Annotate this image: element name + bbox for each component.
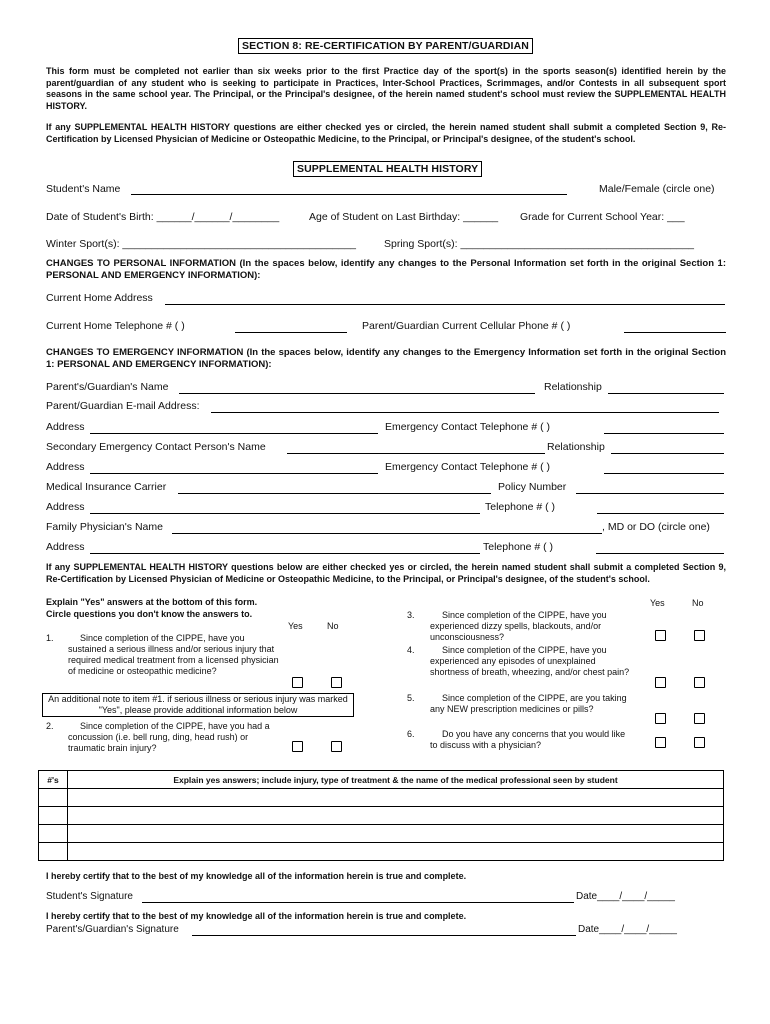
student-signature-label: Student's Signature [46,891,133,902]
table-row[interactable] [39,789,724,807]
question-5-number: 5. [407,693,415,703]
question-1-text: Since completion of the CIPPE, have you sustained a serious illness and/or serious injury that required medical treatment from a licensed physician of medicine or osteopathic medicine? [68,633,279,676]
yes-header-right: Yes [650,598,665,608]
question-1-yes-checkbox[interactable] [292,677,303,688]
question-1-no-checkbox[interactable] [331,677,342,688]
winter-sports-field[interactable]: Winter Sport(s): ________________________________________ [46,238,357,250]
explanation-table [38,770,724,861]
question-4-yes-checkbox[interactable] [655,677,666,688]
relationship-field-2[interactable] [611,443,724,454]
question-6-number: 6. [407,729,415,739]
table-cell-num[interactable] [39,843,68,861]
secondary-contact-field[interactable] [287,443,545,454]
spring-sports-field[interactable]: Spring Sport(s): ________________________________________ [384,238,695,250]
student-signature-field[interactable] [142,892,574,903]
address-label-4: Address [46,541,85,553]
telephone-label: Telephone # ( ) [485,501,556,513]
emergency-phone-field-2[interactable] [604,463,724,474]
address-label-3: Address [46,501,85,513]
question-5-yes-checkbox[interactable] [655,713,666,724]
telephone-field[interactable] [597,503,724,514]
additional-note: An additional note to item #1. if serious illness or serious injury was marked "Yes", please provide additional information below [42,693,354,717]
question-2-text: Since completion of the CIPPE, have you had a concussion (i.e. bell rung, ding, head rush) or traumatic brain injury? [68,721,270,753]
table-row[interactable] [39,825,724,843]
home-phone-field[interactable] [235,322,347,333]
dob-field[interactable]: Date of Student's Birth: ______/______/________ [46,211,280,223]
question-5-no-checkbox[interactable] [694,713,705,724]
parent-signature-label: Parent's/Guardian's Signature [46,924,179,935]
home-phone-label: Current Home Telephone # ( ) [46,320,185,332]
question-4-text: Since completion of the CIPPE, have you experienced any episodes of unexplained shortness of breath, wheezing, and/or chest pain? [430,645,630,677]
insurance-label: Medical Insurance Carrier [46,481,167,493]
physician-field[interactable] [172,523,602,534]
intro-paragraph-2: If any SUPPLEMENTAL HEALTH HISTORY questions are either checked yes or circled, the herein named student shall submit a completed Section 9, Re-Certification by Licensed Physician of Medicine or Osteopathic Medicine, to the Principal, or Principal's designee, of the student's school. [46,122,726,144]
secondary-contact-label: Secondary Emergency Contact Person's Name [46,441,266,453]
emergency-phone-label-2: Emergency Contact Telephone # ( ) [385,461,550,473]
section-title: SECTION 8: RE-CERTIFICATION BY PARENT/GUARDIAN [238,38,533,54]
question-6-no-checkbox[interactable] [694,737,705,748]
email-label: Parent/Guardian E-mail Address: [46,400,200,412]
md-do-label[interactable]: , MD or DO (circle one) [602,521,710,533]
question-2-number: 2. [46,721,54,731]
emergency-phone-field[interactable] [604,423,724,434]
question-4-no-checkbox[interactable] [694,677,705,688]
table-cell-text[interactable] [68,789,724,807]
question-3-number: 3. [407,610,415,620]
relationship-field[interactable] [608,383,724,394]
supplemental-title: SUPPLEMENTAL HEALTH HISTORY [293,161,482,177]
table-cell-num[interactable] [39,789,68,807]
circle-instruction: Circle questions you don't know the answers to. [46,609,253,619]
address-label-2: Address [46,461,85,473]
question-3-text: Since completion of the CIPPE, have you experienced dizzy spells, blackouts, and/or unconsciousness? [430,610,607,642]
question-6-yes-checkbox[interactable] [655,737,666,748]
address-field[interactable] [90,423,378,434]
relationship-label-2: Relationship [547,441,605,453]
age-field[interactable]: Age of Student on Last Birthday: ______ [309,211,499,223]
cell-phone-label: Parent/Guardian Current Cellular Phone # ( ) [362,320,571,332]
table-cell-num[interactable] [39,807,68,825]
no-header-right: No [692,598,704,608]
parent-signature-field[interactable] [192,925,576,936]
policy-label: Policy Number [498,481,567,493]
student-certify-text: I hereby certify that to the best of my knowledge all of the information herein is true and complete. [46,871,467,881]
guardian-name-label: Parent's/Guardian's Name [46,381,169,393]
home-address-field[interactable] [165,294,725,305]
question-2-no-checkbox[interactable] [331,741,342,752]
yes-header-left: Yes [288,621,303,631]
changes-emergency-heading: CHANGES TO EMERGENCY INFORMATION (In the spaces below, identify any changes to the Emergency Information set forth in the original Section 1: PERSONAL AND EMERGENCY INFORMATION): [46,347,726,370]
insurance-field[interactable] [178,483,491,494]
address-label: Address [46,421,85,433]
changes-personal-heading: CHANGES TO PERSONAL INFORMATION (In the spaces below, identify any changes to the Personal Information set forth in the original Section 1: PERSONAL AND EMERGENCY INFORMATION): [46,258,726,281]
address-field-2[interactable] [90,463,378,474]
grade-field[interactable]: Grade for Current School Year: ___ [520,211,685,223]
student-date-field[interactable]: Date____/____/_____ [576,891,675,902]
telephone-field-2[interactable] [596,543,724,554]
table-header-row [39,771,724,789]
table-cell-text[interactable] [68,807,724,825]
explain-yes-instruction: Explain "Yes" answers at the bottom of this form. [46,597,258,607]
question-1-number: 1. [46,633,54,643]
sex-label[interactable]: Male/Female (circle one) [599,183,715,195]
relationship-label: Relationship [544,381,602,393]
no-header-left: No [327,621,339,631]
table-header-text: Explain yes answers; include injury, type of treatment & the name of the medical professional seen by student [68,771,724,789]
policy-field[interactable] [576,483,724,494]
question-3-yes-checkbox[interactable] [655,630,666,641]
question-6-text: Do you have any concerns that you would like to discuss with a physician? [430,729,626,750]
table-row[interactable] [39,807,724,825]
table-header-num: #'s [39,771,68,789]
email-field[interactable] [211,402,719,413]
table-cell-text[interactable] [68,843,724,861]
telephone-label-2: Telephone # ( ) [483,541,554,553]
parent-certify-text: I hereby certify that to the best of my knowledge all of the information herein is true and complete. [46,911,467,921]
table-cell-num[interactable] [39,825,68,843]
question-3-no-checkbox[interactable] [694,630,705,641]
table-row[interactable] [39,843,724,861]
intro-paragraph: This form must be completed not earlier than six weeks prior to the first Practice day of the sport(s) in the sports season(s) identified herein by the parent/guardian of any student who is seeking to participate in Practices, Inter-School Practices, Scrimmages, and/or Contests in all subsequent sport seasons in the same school year. The Principal, or the Principal's designee, of the herein named student's school must review the SUPPLEMENTAL HEALTH HISTORY. [46,66,726,111]
student-name-field[interactable] [131,184,567,195]
question-2-yes-checkbox[interactable] [292,741,303,752]
table-cell-text[interactable] [68,825,724,843]
question-5-text: Since completion of the CIPPE, are you taking any NEW prescription medicines or pills? [430,693,627,714]
parent-date-field[interactable]: Date____/____/_____ [578,924,677,935]
guardian-name-field[interactable] [179,383,535,394]
address-field-4[interactable] [90,543,480,554]
physician-label: Family Physician's Name [46,521,163,533]
student-name-label: Student's Name [46,183,121,195]
cell-phone-field[interactable] [624,322,726,333]
home-address-label: Current Home Address [46,292,153,304]
emergency-phone-label: Emergency Contact Telephone # ( ) [385,421,550,433]
question-4-number: 4. [407,645,415,655]
intro-paragraph-3: If any SUPPLEMENTAL HEALTH HISTORY questions below are either checked yes or circled, the herein named student shall submit a completed Section 9, Re-Certification by Licensed Physician of Medicine or Osteopathic Medicine, to the Principal, or Principal's designee, of the student's school. [46,562,726,584]
address-field-3[interactable] [90,503,480,514]
